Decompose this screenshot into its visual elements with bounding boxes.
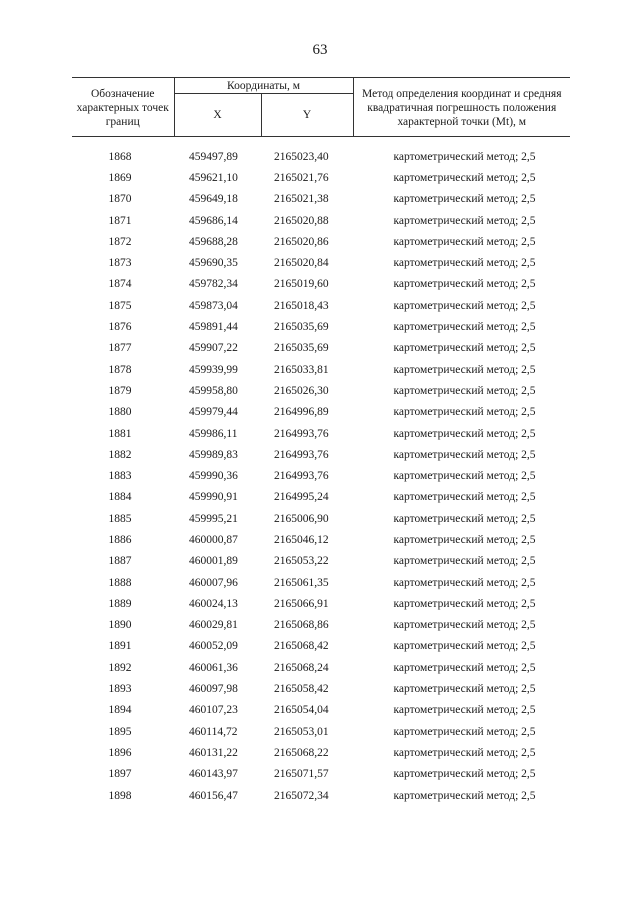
cell-y: 2165054,04 (274, 704, 329, 717)
table-header (72, 78, 570, 137)
cell-y: 2164993,76 (274, 427, 329, 440)
cell-x: 459958,80 (189, 384, 238, 397)
cell-y: 2165066,91 (274, 597, 329, 610)
cell-method: картометрический метод; 2,5 (393, 406, 536, 419)
header-x: X (174, 94, 261, 137)
cell-x: 459995,21 (189, 512, 238, 525)
table-row (72, 785, 570, 806)
table-row (72, 465, 570, 486)
table-row (72, 657, 570, 678)
cell-point: 1884 (108, 491, 132, 504)
table-row (72, 146, 570, 167)
cell-method: картометрический метод; 2,5 (393, 342, 536, 355)
header-coordinates: Координаты, м (174, 78, 353, 94)
cell-y: 2165021,38 (274, 193, 329, 206)
cell-y: 2165046,12 (274, 533, 329, 546)
cell-y: 2165021,76 (274, 171, 329, 184)
cell-point: 1872 (108, 235, 132, 248)
cell-point: 1890 (108, 619, 132, 632)
cell-method: картометрический метод; 2,5 (393, 257, 536, 270)
table-row (72, 295, 570, 316)
table-row (72, 167, 570, 188)
table-row (72, 338, 570, 359)
cell-point: 1897 (108, 768, 132, 781)
cell-point: 1870 (108, 193, 132, 206)
cell-method: картометрический метод; 2,5 (393, 576, 536, 589)
cell-y: 2165061,35 (274, 576, 329, 589)
cell-method: картометрический метод; 2,5 (393, 683, 536, 696)
cell-point: 1886 (108, 533, 132, 546)
cell-y: 2165023,40 (274, 150, 329, 163)
cell-x: 459873,04 (189, 299, 238, 312)
cell-method: картометрический метод; 2,5 (393, 448, 536, 461)
table-row (72, 210, 570, 231)
table-row (72, 593, 570, 614)
cell-x: 459986,11 (189, 427, 238, 440)
header-y: Y (261, 94, 353, 137)
cell-x: 460029,81 (189, 619, 238, 632)
page-number: 63 (312, 42, 328, 58)
table-row (72, 274, 570, 295)
table-row (72, 231, 570, 252)
cell-method: картометрический метод; 2,5 (393, 278, 536, 291)
cell-point: 1875 (108, 299, 132, 312)
cell-point: 1896 (108, 746, 132, 759)
table-row (72, 316, 570, 337)
cell-point: 1891 (108, 640, 132, 653)
table-row (72, 529, 570, 550)
table-row (72, 444, 570, 465)
table-row (72, 423, 570, 444)
cell-x: 459688,28 (189, 235, 238, 248)
cell-y: 2165020,86 (274, 235, 329, 248)
cell-x: 459782,34 (189, 278, 238, 291)
cell-point: 1876 (108, 321, 132, 334)
cell-method: картометрический метод; 2,5 (393, 789, 536, 802)
cell-point: 1883 (108, 470, 132, 483)
cell-method: картометрический метод; 2,5 (393, 214, 536, 227)
cell-y: 2164995,24 (274, 491, 329, 504)
cell-point: 1873 (108, 257, 132, 270)
table-row (72, 380, 570, 401)
cell-method: картометрический метод; 2,5 (393, 555, 536, 568)
cell-x: 459990,36 (189, 470, 238, 483)
cell-y: 2165072,34 (274, 789, 329, 802)
cell-method: картометрический метод; 2,5 (393, 768, 536, 781)
cell-point: 1892 (108, 661, 132, 674)
cell-x: 460107,23 (189, 704, 238, 717)
cell-method: картометрический метод; 2,5 (393, 470, 536, 483)
cell-y: 2165018,43 (274, 299, 329, 312)
cell-x: 460001,89 (189, 555, 238, 568)
cell-method: картометрический метод; 2,5 (393, 746, 536, 759)
cell-x: 460143,97 (189, 768, 238, 781)
header-method: Метод определения координат и средняя квадратичная погрешность положения характерной точки (Mt), м (353, 78, 570, 137)
cell-point: 1877 (108, 342, 132, 355)
cell-point: 1895 (108, 725, 132, 738)
table-row (72, 764, 570, 785)
table-row (72, 252, 570, 273)
cell-point: 1894 (108, 704, 132, 717)
cell-x: 459621,10 (189, 171, 238, 184)
cell-method: картометрический метод; 2,5 (393, 150, 536, 163)
cell-y: 2165020,84 (274, 257, 329, 270)
cell-point: 1871 (108, 214, 132, 227)
cell-point: 1898 (108, 789, 132, 802)
cell-point: 1893 (108, 683, 132, 696)
cell-y: 2165026,30 (274, 384, 329, 397)
cell-point: 1888 (108, 576, 132, 589)
cell-x: 460131,22 (189, 746, 238, 759)
cell-point: 1882 (108, 448, 132, 461)
table-row (72, 678, 570, 699)
table-row (72, 636, 570, 657)
table-row (72, 721, 570, 742)
cell-x: 459497,89 (189, 150, 238, 163)
cell-y: 2165068,42 (274, 640, 329, 653)
cell-y: 2165019,60 (274, 278, 329, 291)
cell-method: картометрический метод; 2,5 (393, 725, 536, 738)
cell-x: 460114,72 (189, 725, 238, 738)
cell-y: 2165053,22 (274, 555, 329, 568)
cell-point: 1869 (108, 171, 132, 184)
cell-method: картометрический метод; 2,5 (393, 491, 536, 504)
table-row (72, 487, 570, 508)
cell-y: 2165006,90 (274, 512, 329, 525)
cell-method: картометрический метод; 2,5 (393, 171, 536, 184)
cell-method: картометрический метод; 2,5 (393, 427, 536, 440)
cell-y: 2165020,88 (274, 214, 329, 227)
cell-y: 2165068,86 (274, 619, 329, 632)
table-row (72, 742, 570, 763)
cell-method: картометрический метод; 2,5 (393, 704, 536, 717)
cell-y: 2165068,24 (274, 661, 329, 674)
cell-x: 459989,83 (189, 448, 238, 461)
cell-x: 459979,44 (189, 406, 238, 419)
cell-method: картометрический метод; 2,5 (393, 597, 536, 610)
cell-point: 1878 (108, 363, 132, 376)
cell-y: 2165033,81 (274, 363, 329, 376)
cell-y: 2165058,42 (274, 683, 329, 696)
cell-method: картометрический метод; 2,5 (393, 321, 536, 334)
cell-x: 460097,98 (189, 683, 238, 696)
cell-point: 1887 (108, 555, 132, 568)
header-point-designation: Обозначение характерных точек границ (72, 78, 174, 137)
cell-y: 2164993,76 (274, 470, 329, 483)
cell-y: 2164993,76 (274, 448, 329, 461)
cell-method: картометрический метод; 2,5 (393, 299, 536, 312)
cell-method: картометрический метод; 2,5 (393, 661, 536, 674)
table-row (72, 508, 570, 529)
cell-x: 460007,96 (189, 576, 238, 589)
table-row (72, 189, 570, 210)
cell-method: картометрический метод; 2,5 (393, 512, 536, 525)
cell-point: 1880 (108, 406, 132, 419)
table-row (72, 615, 570, 636)
cell-method: картометрический метод; 2,5 (393, 363, 536, 376)
cell-x: 460000,87 (189, 533, 238, 546)
cell-x: 459686,14 (189, 214, 238, 227)
cell-method: картометрический метод; 2,5 (393, 235, 536, 248)
cell-x: 460052,09 (189, 640, 238, 653)
table-row (72, 700, 570, 721)
cell-y: 2165068,22 (274, 746, 329, 759)
cell-method: картометрический метод; 2,5 (393, 193, 536, 206)
cell-method: картометрический метод; 2,5 (393, 640, 536, 653)
cell-y: 2165035,69 (274, 342, 329, 355)
cell-point: 1874 (108, 278, 132, 291)
cell-method: картометрический метод; 2,5 (393, 384, 536, 397)
cell-point: 1889 (108, 597, 132, 610)
cell-x: 459649,18 (189, 193, 238, 206)
cell-x: 459690,35 (189, 257, 238, 270)
cell-x: 459990,91 (189, 491, 238, 504)
cell-y: 2164996,89 (274, 406, 329, 419)
cell-y: 2165053,01 (274, 725, 329, 738)
cell-point: 1879 (108, 384, 132, 397)
cell-point: 1881 (108, 427, 132, 440)
cell-x: 460024,13 (189, 597, 238, 610)
cell-point: 1885 (108, 512, 132, 525)
table-body (72, 137, 570, 807)
cell-x: 459907,22 (189, 342, 238, 355)
table-row (72, 551, 570, 572)
cell-x: 460061,36 (189, 661, 238, 674)
table-row (72, 359, 570, 380)
cell-y: 2165035,69 (274, 321, 329, 334)
table-row (72, 572, 570, 593)
cell-method: картометрический метод; 2,5 (393, 619, 536, 632)
cell-x: 460156,47 (189, 789, 238, 802)
cell-x: 459891,44 (189, 321, 238, 334)
cell-x: 459939,99 (189, 363, 238, 376)
cell-method: картометрический метод; 2,5 (393, 533, 536, 546)
coordinates-table (72, 77, 570, 806)
cell-point: 1868 (108, 150, 132, 163)
cell-y: 2165071,57 (274, 768, 329, 781)
table-row (72, 402, 570, 423)
